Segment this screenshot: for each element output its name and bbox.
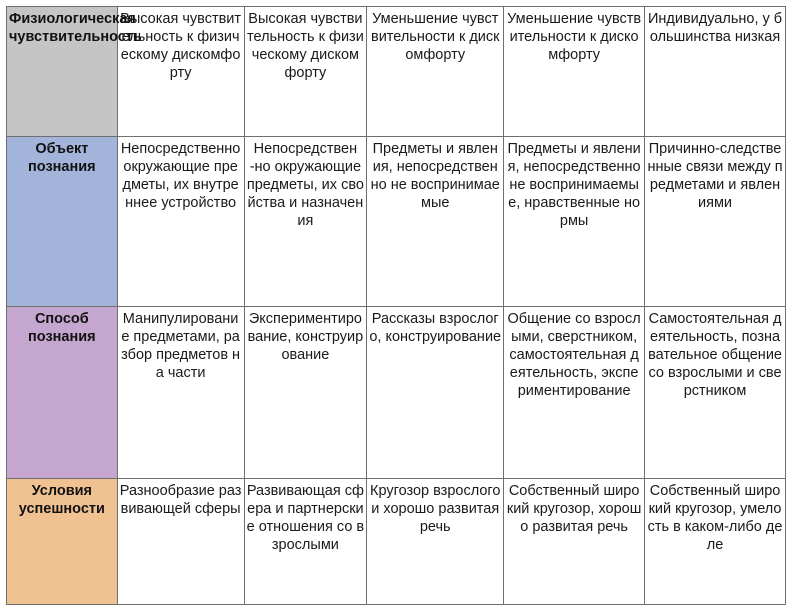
table-cell: Непосредственно окружающие предметы, их внутреннее устройство bbox=[117, 137, 244, 307]
table-row-method-of-cognition bbox=[7, 307, 786, 479]
table-cell: Предметы и явления, непосредственно не воспринимаемые, нравственные нормы bbox=[504, 137, 645, 307]
table-cell: Собственный широкий кругозор, умелость в каком-либо деле bbox=[645, 479, 786, 605]
table-cell: Экспериментирование, конструирование bbox=[244, 307, 367, 479]
row-header-object-of-cognition: Объект познания bbox=[7, 137, 118, 307]
table-cell: Уменьшение чувствительности к дискомфорту bbox=[367, 7, 504, 137]
table-cell: Кругозор взрослого и хорошо развитая речь bbox=[367, 479, 504, 605]
row-header-physiological-sensitivity: Физиологическая чувствительность bbox=[7, 7, 118, 137]
table-cell: Уменьшение чувствительности к дискомфорту bbox=[504, 7, 645, 137]
table-row-physiological-sensitivity bbox=[7, 7, 786, 137]
table-cell: Рассказы взрослого, конструирование bbox=[367, 307, 504, 479]
table-cell: Высокая чувствительность к физическому дискомфорту bbox=[244, 7, 367, 137]
table-cell: Высокая чувствительность к физическому дискомфорту bbox=[117, 7, 244, 137]
table-cell: Собственный широкий кругозор, хорошо развитая речь bbox=[504, 479, 645, 605]
table-cell: Общение со взрослыми, сверстником, самостоятельная деятельность, экспериментирование bbox=[504, 307, 645, 479]
cognition-table bbox=[6, 6, 786, 605]
table-cell: Причинно-следственные связи между предметами и явлениями bbox=[645, 137, 786, 307]
table-cell: Разнообразие развивающей сферы bbox=[117, 479, 244, 605]
table-cell: Непосредствен -но окружающие предметы, их свойства и назначения bbox=[244, 137, 367, 307]
table-cell: Развивающая сфера и партнерские отношения со взрослыми bbox=[244, 479, 367, 605]
row-header-success-conditions: Условия успешности bbox=[7, 479, 118, 605]
table-row-object-of-cognition bbox=[7, 137, 786, 307]
table-cell: Манипулирование предметами, разбор предметов на части bbox=[117, 307, 244, 479]
table-cell: Предметы и явления, непосредственно не воспринимаемые bbox=[367, 137, 504, 307]
table-cell: Самостоятельная деятельность, познавательное общение со взрослыми и сверстником bbox=[645, 307, 786, 479]
row-header-method-of-cognition: Способ познания bbox=[7, 307, 118, 479]
table-cell: Индивидуально, у большинства низкая bbox=[645, 7, 786, 137]
table-row-success-conditions bbox=[7, 479, 786, 605]
